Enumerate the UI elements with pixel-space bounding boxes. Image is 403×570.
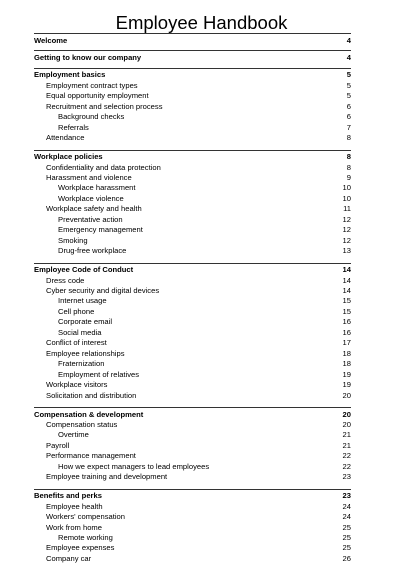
toc-label: Compensation & development [34,409,144,419]
toc-label: Smoking [58,235,88,245]
toc-label: Background checks [58,112,125,122]
toc-subitem[interactable] [34,370,351,380]
toc-page: 21 [342,430,351,440]
toc-page: 23 [342,491,351,501]
toc-page: 5 [346,91,351,101]
toc-page: 14 [342,265,351,275]
toc-subitem[interactable] [34,430,351,440]
toc-page: 24 [342,501,351,511]
toc-label: Compensation status [46,419,118,429]
toc-item[interactable] [34,133,351,143]
toc-subitem[interactable] [34,194,351,204]
toc-subitem[interactable] [34,317,351,327]
toc-label: Emergency management [58,225,143,235]
toc-label: Fraternization [58,359,105,369]
toc-label: Confidentiality and data protection [46,162,161,172]
toc-page: 19 [342,369,351,379]
toc-page: 6 [346,101,351,111]
toc-label: Workplace harassment [58,183,136,193]
page-title: Employee Handbook [115,12,288,33]
toc-item[interactable] [34,91,351,101]
toc-page: 20 [342,419,351,429]
toc-item[interactable] [34,451,351,461]
toc-page: 9 [346,172,351,182]
toc-heading[interactable] [34,150,351,163]
toc-item[interactable] [34,286,351,296]
toc-item[interactable] [34,173,351,183]
toc-heading[interactable] [34,68,351,81]
toc-label: Internet usage [58,296,107,306]
toc-page: 15 [342,296,351,306]
toc-label: Employment contract types [46,80,138,90]
toc-label: Workplace safety and health [46,204,142,214]
toc-item[interactable] [34,391,351,401]
toc-page: 25 [342,543,351,553]
toc-label: Dress code [46,275,85,285]
toc-subitem[interactable] [34,215,351,225]
toc-label: Social media [58,327,102,337]
toc-label: Workers' compensation [46,512,125,522]
toc-label: Employee Code of Conduct [34,265,134,275]
toc-item[interactable] [34,349,351,359]
toc-subitem[interactable] [34,123,351,133]
toc-subitem[interactable] [34,359,351,369]
toc-heading[interactable] [34,407,351,420]
toc-label: Workplace policies [34,152,103,162]
toc-page: 21 [342,440,351,450]
toc-label: Company car [46,553,92,563]
toc-label: Performance management [46,451,136,461]
toc-subitem[interactable] [34,296,351,306]
toc-label: Payroll [46,440,70,450]
toc-heading[interactable] [34,489,351,502]
toc-label: Workplace violence [58,193,124,203]
toc-heading[interactable] [34,263,351,276]
toc-heading[interactable] [34,33,351,46]
toc-page: 13 [342,246,351,256]
toc-page: 16 [342,327,351,337]
toc-item[interactable] [34,204,351,214]
toc-label: Overtime [58,430,89,440]
toc-page: 12 [342,225,351,235]
toc-label: Preventative action [58,214,123,224]
toc-label: Employee health [46,501,103,511]
toc-subitem[interactable] [34,246,351,256]
toc-label: Welcome [34,35,68,45]
toc-label: Equal opportunity employment [46,91,149,101]
toc-item[interactable] [34,472,351,482]
toc-item[interactable] [34,102,351,112]
toc-label: Employment of relatives [58,369,140,379]
toc-page: 26 [342,553,351,563]
toc-page: 4 [346,52,351,62]
toc-page: 12 [342,235,351,245]
toc-label: Solicitation and distribution [46,390,137,400]
toc-page: 20 [342,390,351,400]
toc-subitem[interactable] [34,183,351,193]
toc-item[interactable] [34,420,351,430]
toc-page: 20 [342,409,351,419]
toc-subitem[interactable] [34,533,351,543]
toc-label: Drug-free workplace [58,246,127,256]
toc-page: 18 [342,359,351,369]
toc-label: Cell phone [58,306,95,316]
toc-page: 12 [342,214,351,224]
toc-label: Recruitment and selection process [46,101,163,111]
toc-page: 14 [342,275,351,285]
toc-page: 5 [346,70,351,80]
toc-label: Benefits and perks [34,491,102,501]
toc-item[interactable] [34,81,351,91]
toc-page: 7 [346,122,351,132]
toc-page: 19 [342,380,351,390]
toc-label: How we expect managers to lead employees [58,461,210,471]
toc-item[interactable] [34,338,351,348]
toc-subitem[interactable] [34,462,351,472]
toc-page: 10 [342,193,351,203]
toc-item[interactable] [34,441,351,451]
toc-item[interactable] [34,163,351,173]
toc-item[interactable] [34,380,351,390]
toc-page: 25 [342,522,351,532]
toc-subitem[interactable] [34,328,351,338]
toc-label: Getting to know our company [34,52,142,62]
toc-item[interactable] [34,523,351,533]
toc-item[interactable] [34,512,351,522]
toc-label: Employment basics [34,70,106,80]
toc-page: 8 [346,133,351,143]
toc-label: Harassment and violence [46,172,132,182]
toc-subitem[interactable] [34,112,351,122]
toc-page: 18 [342,348,351,358]
toc-label: Remote working [58,532,113,542]
toc-heading[interactable] [34,50,351,63]
toc-page: 15 [342,306,351,316]
toc-page: 23 [342,472,351,482]
toc-page: 25 [342,532,351,542]
toc-page: 22 [342,451,351,461]
toc-label: Referrals [58,122,89,132]
toc-label: Workplace visitors [46,380,108,390]
toc-label: Corporate email [58,317,113,327]
toc-label: Attendance [46,133,85,143]
toc-subitem[interactable] [34,225,351,235]
toc-label: Employee relationships [46,348,125,358]
toc-item[interactable] [34,554,351,564]
toc-label: Cyber security and digital devices [46,286,160,296]
toc-label: Conflict of interest [46,338,107,348]
toc-label: Employee training and development [46,472,168,482]
toc-subitem[interactable] [34,236,351,246]
toc-page: 22 [342,461,351,471]
toc-item[interactable] [34,276,351,286]
table-of-contents [34,33,351,564]
toc-page: 17 [342,338,351,348]
toc-page: 16 [342,317,351,327]
toc-page: 14 [342,286,351,296]
toc-label: Employee expenses [46,543,115,553]
toc-item[interactable] [34,502,351,512]
toc-item[interactable] [34,543,351,553]
toc-page: 24 [342,512,351,522]
toc-page: 4 [346,35,351,45]
toc-page: 5 [346,80,351,90]
toc-page: 8 [346,152,351,162]
toc-page: 11 [343,204,351,214]
toc-subitem[interactable] [34,307,351,317]
toc-page: 6 [346,112,351,122]
toc-page: 8 [346,162,351,172]
toc-label: Work from home [46,522,102,532]
toc-page: 10 [342,183,351,193]
